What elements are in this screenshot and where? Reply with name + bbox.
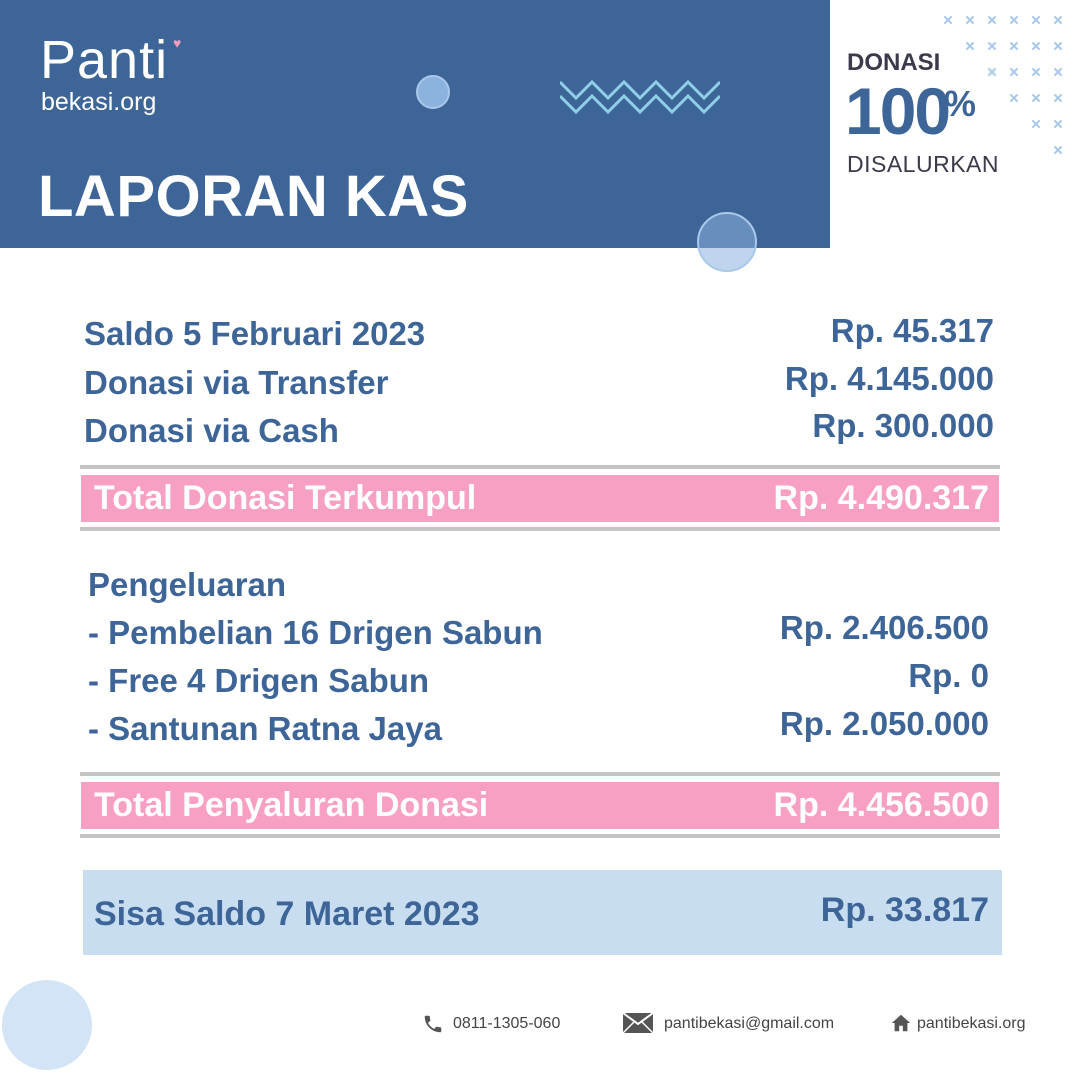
income-label: Donasi via Transfer	[84, 364, 389, 401]
phone-icon	[422, 1012, 444, 1036]
divider	[80, 465, 1000, 469]
email-contact[interactable]	[622, 1011, 862, 1037]
envelope-icon	[622, 1012, 654, 1034]
website-text: pantibekasi.org	[917, 1015, 1026, 1032]
badge-disalurkan-label: DISALURKAN	[847, 151, 999, 177]
page-title: LAPORAN KAS	[38, 164, 469, 229]
total-expense-bar	[81, 782, 999, 829]
phone-contact[interactable]	[422, 1011, 582, 1037]
expense-row	[88, 707, 989, 751]
total-income-bar	[81, 475, 999, 522]
expense-amount: Rp. 2.406.500	[779, 609, 989, 646]
income-amount: Rp. 45.317	[830, 312, 994, 349]
heart-icon: ♥	[173, 35, 182, 51]
badge-donasi-label: DONASI	[847, 49, 941, 76]
zigzag-decoration	[560, 74, 720, 118]
balance-label: Sisa Saldo 7 Maret 2023	[94, 895, 480, 933]
balance-amount: Rp. 33.817	[820, 891, 989, 929]
income-row	[84, 409, 994, 453]
bubble-decoration-small	[416, 75, 450, 109]
expense-label: - Pembelian 16 Drigen Sabun	[88, 614, 543, 651]
badge-percent-sign: %	[944, 83, 977, 124]
expenses-heading: Pengeluaran	[88, 566, 287, 603]
email-text: pantibekasi@gmail.com	[664, 1015, 835, 1032]
total-expense-amount: Rp. 4.456.500	[773, 786, 989, 824]
divider	[80, 834, 1000, 838]
income-amount: Rp. 4.145.000	[784, 360, 994, 397]
income-amount: Rp. 300.000	[812, 407, 994, 444]
expense-label: - Free 4 Drigen Sabun	[88, 662, 430, 699]
income-row	[84, 361, 994, 405]
badge-percentage-number: 100	[845, 74, 950, 148]
expenses-heading-row	[88, 563, 994, 607]
total-income-amount: Rp. 4.490.317	[773, 479, 989, 517]
expense-amount: Rp. 0	[908, 657, 989, 694]
expense-label: - Santunan Ratna Jaya	[88, 710, 442, 747]
home-icon	[890, 1012, 912, 1034]
divider	[80, 772, 1000, 776]
phone-text: 0811-1305-060	[453, 1015, 561, 1032]
website-contact[interactable]	[890, 1011, 1050, 1037]
divider	[80, 527, 1000, 531]
expense-amount: Rp. 2.050.000	[779, 705, 989, 742]
income-label: Saldo 5 Februari 2023	[84, 315, 426, 352]
expense-row	[88, 611, 989, 655]
bubble-decoration-large	[697, 212, 757, 272]
balance-box	[83, 870, 1002, 955]
header-band	[0, 0, 830, 248]
income-row	[84, 312, 994, 356]
logo-domain: bekasi.org	[41, 88, 157, 116]
expense-row	[88, 659, 989, 703]
circle-decoration	[2, 980, 92, 1070]
total-expense-label: Total Penyaluran Donasi	[94, 786, 489, 824]
income-label: Donasi via Cash	[84, 412, 339, 449]
logo-name: Panti	[40, 30, 169, 90]
total-income-label: Total Donasi Terkumpul	[94, 479, 477, 517]
